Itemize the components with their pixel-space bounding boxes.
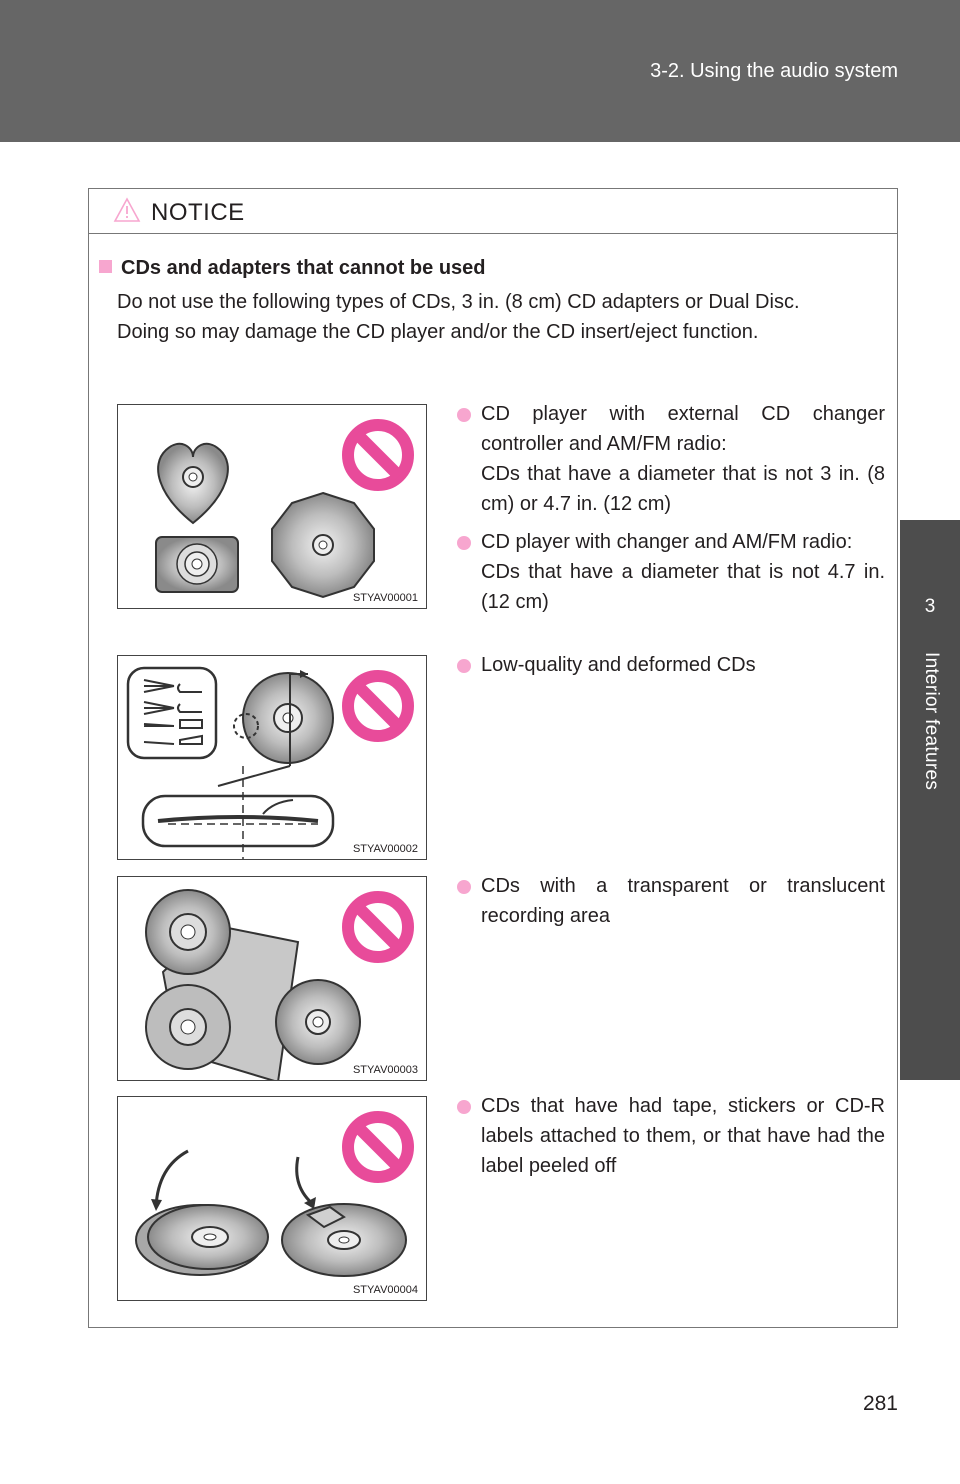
intro-text [117, 287, 887, 347]
intro-paragraph: Do not use the following types of CDs, 3 in. (8 cm) CD adapters or Dual Disc. [117, 291, 800, 313]
chapter-number: 3 [924, 596, 936, 617]
intro-paragraph: Doing so may damage the CD player and/or the CD insert/eject function. [117, 321, 759, 343]
subheading [99, 257, 486, 280]
bullet-text: CDs that have a diameter that is not 4.7 in. (12 cm) [481, 561, 885, 613]
prohibited-icon [348, 1117, 408, 1177]
bullet-text: CDs that have a diameter that is not 3 in. (8 cm) or 4.7 in. (12 cm) [481, 463, 885, 515]
bullet-group [455, 1091, 885, 1189]
bullet-item [455, 871, 885, 931]
figure-code: STYAV00001 [352, 592, 418, 604]
bullet-item [455, 527, 885, 617]
section-title: 3-2. Using the audio system [650, 60, 898, 82]
bullet-item [455, 399, 885, 519]
figure-transparent-cds [117, 876, 427, 1081]
chapter-label: Interior features [921, 652, 942, 791]
figure-labeled-cds [117, 1096, 427, 1301]
bullet-text: CD player with external CD changer controller and AM/FM radio: [481, 403, 885, 455]
page-number: 281 [862, 1392, 898, 1415]
prohibited-icon [348, 425, 408, 485]
square-bullet-icon [99, 260, 112, 273]
notice-header [89, 189, 897, 234]
bullet-group [455, 871, 885, 939]
bullet-item [455, 650, 885, 680]
page-header [0, 0, 960, 142]
bullet-item [455, 1091, 885, 1181]
figure-code: STYAV00002 [352, 843, 418, 855]
notice-box [88, 188, 898, 1328]
figure-code: STYAV00003 [352, 1064, 418, 1076]
bullet-text: CD player with changer and AM/FM radio: [481, 531, 853, 553]
chapter-side-tab [900, 520, 960, 1080]
warning-triangle-icon [113, 197, 141, 223]
bullet-group [455, 650, 885, 688]
notice-title: NOTICE [151, 199, 245, 226]
figure-deformed-cds [117, 655, 427, 860]
prohibited-icon [348, 676, 408, 736]
bullet-group [455, 399, 885, 625]
prohibited-icon [348, 897, 408, 957]
bullet-text: CDs that have had tape, stickers or CD-R labels attached to them, or that have had the label peeled off [481, 1095, 885, 1177]
figure-code: STYAV00004 [352, 1284, 418, 1296]
figure-odd-shaped-cds [117, 404, 427, 609]
bullet-text: Low-quality and deformed CDs [481, 654, 756, 676]
subheading-text: CDs and adapters that cannot be used [121, 257, 486, 279]
bullet-text: CDs with a transparent or translucent recording area [481, 875, 885, 927]
